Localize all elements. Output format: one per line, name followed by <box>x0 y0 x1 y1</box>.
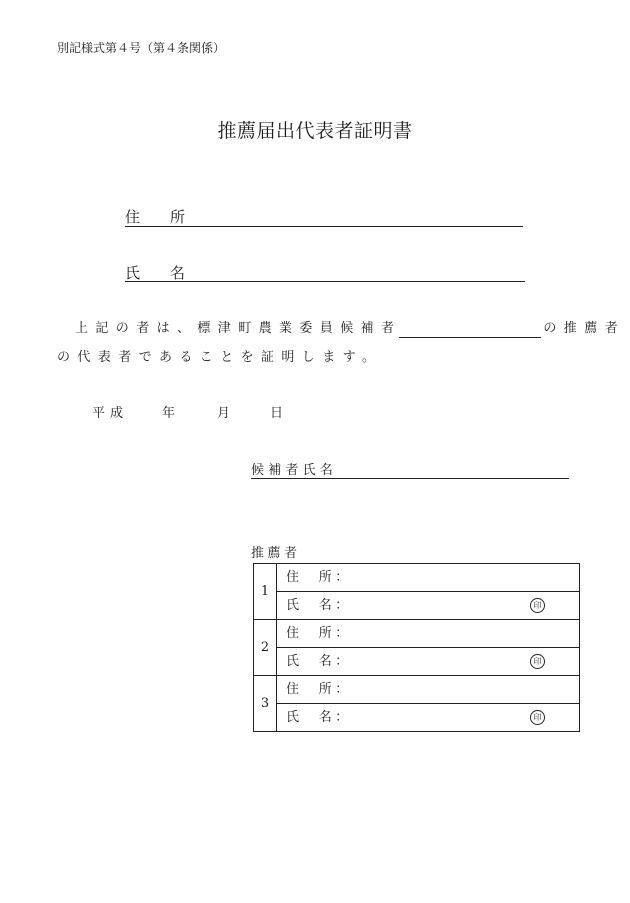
certification-line-1 <box>75 320 625 338</box>
seal-mark: 印 <box>530 654 545 669</box>
name-label: 氏 名 <box>125 264 186 282</box>
name-underline <box>125 281 525 282</box>
recommender-number: 2 <box>254 620 277 676</box>
candidate-name-underline <box>251 478 569 479</box>
recommender-number: 1 <box>254 564 277 620</box>
form-reference: 別記様式第４号（第４条関係） <box>57 41 226 55</box>
recommenders-table <box>253 563 580 732</box>
recommender-name-label: 氏 名： <box>286 654 352 669</box>
document-title: 推薦届出代表者証明書 <box>217 120 413 142</box>
seal-mark: 印 <box>530 710 545 725</box>
recommender-address-label: 住 所： <box>286 570 352 585</box>
date-year: 年 <box>162 406 176 421</box>
recommender-address-label: 住 所： <box>286 626 352 641</box>
recommender-name-label: 氏 名： <box>286 710 352 725</box>
recommender-3-address-row <box>254 676 580 704</box>
address-label: 住 所 <box>125 208 186 226</box>
certification-line-2: の代表者であることを証明します。 <box>57 350 383 365</box>
recommender-name-label: 氏 名： <box>286 598 352 613</box>
candidate-name-label: 候補者氏名 <box>251 463 338 478</box>
date-day: 日 <box>270 406 284 421</box>
recommender-address-label: 住 所： <box>286 682 352 697</box>
recommender-1-name-row <box>254 592 580 620</box>
recommenders-heading: 推薦者 <box>251 546 301 561</box>
address-underline <box>125 226 523 227</box>
candidate-blank-line <box>399 323 541 338</box>
recommender-number: 3 <box>254 676 277 732</box>
certification-text-before-blank: 上記の者は、標津町農業委員候補者 <box>75 321 402 336</box>
recommender-3-name-row <box>254 704 580 732</box>
recommender-1-address-row <box>254 564 580 592</box>
certification-text-after-blank: の推薦者 <box>543 321 626 336</box>
seal-mark: 印 <box>530 598 545 613</box>
date-month: 月 <box>217 406 231 421</box>
recommender-2-name-row <box>254 648 580 676</box>
date-era: 平成 <box>92 406 129 421</box>
recommender-2-address-row <box>254 620 580 648</box>
